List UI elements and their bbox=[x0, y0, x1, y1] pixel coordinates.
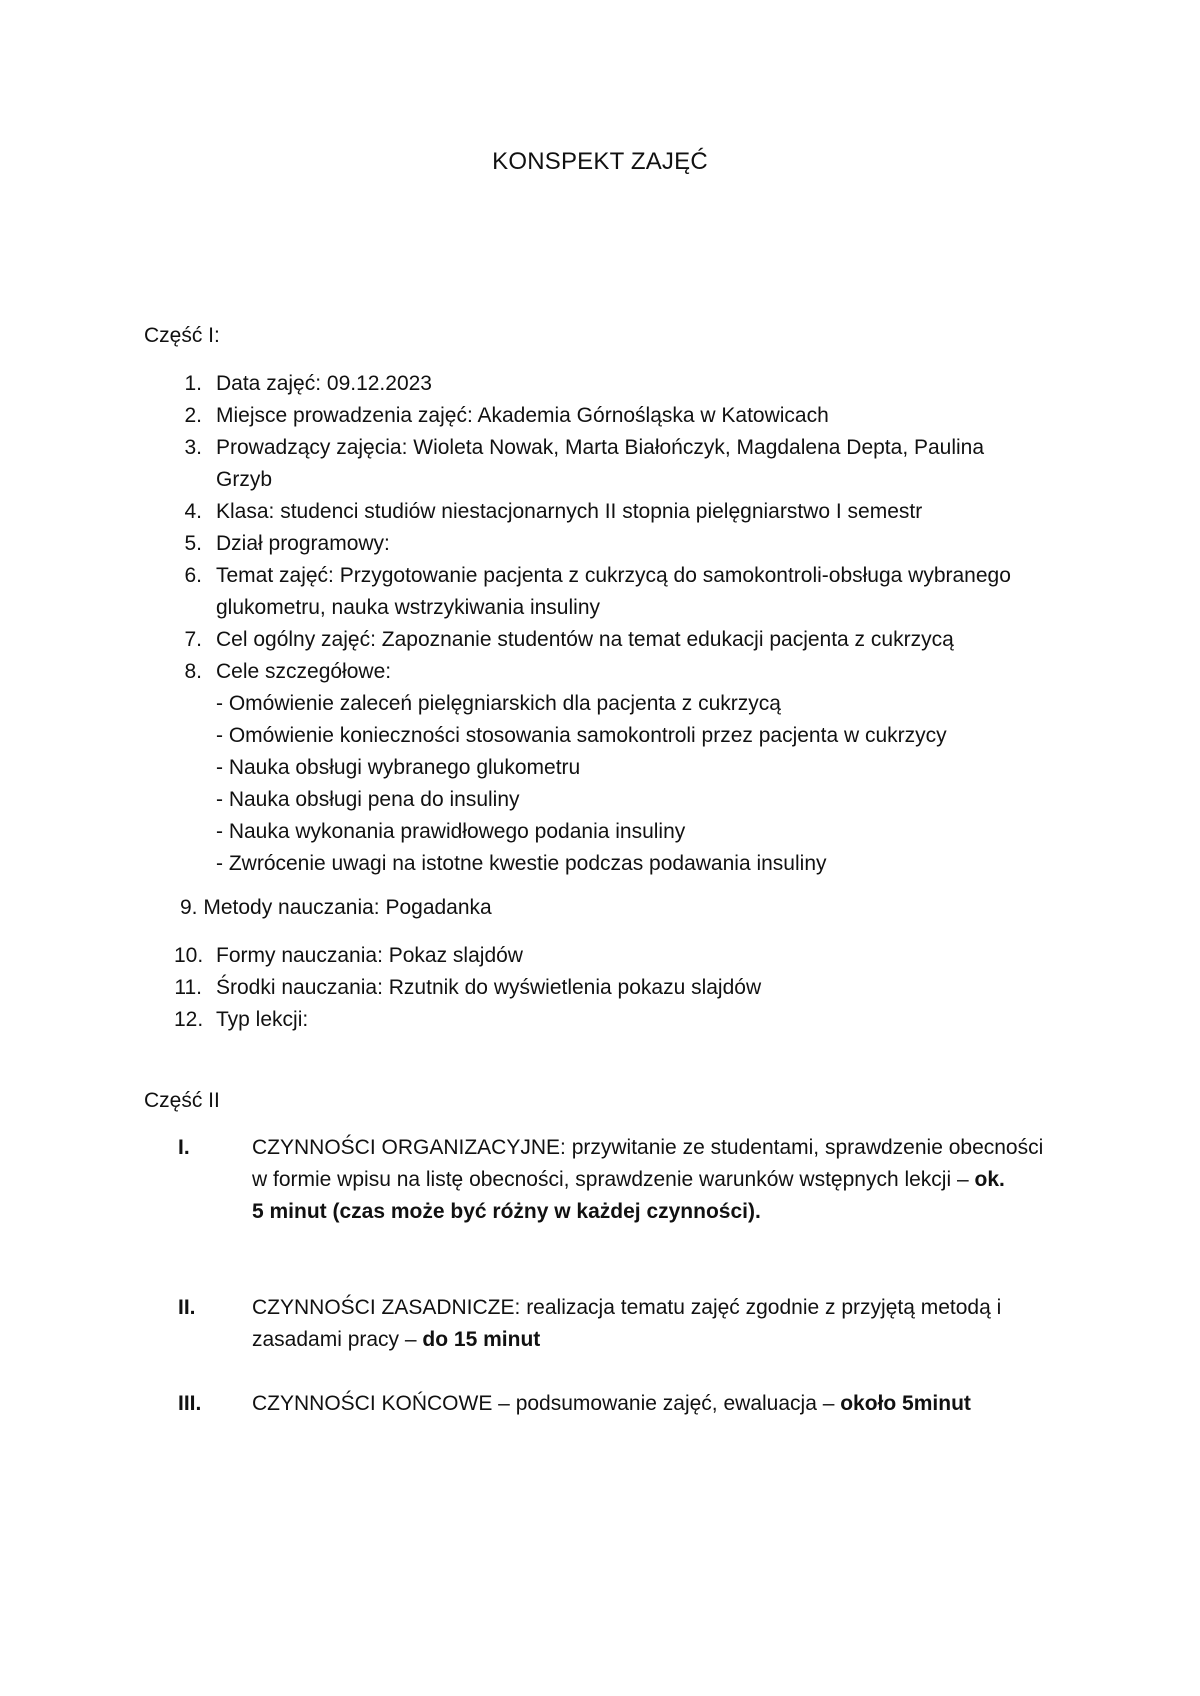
step-final-text: CZYNNOŚCI KOŃCOWE – podsumowanie zajęć, ewaluacja – bbox=[252, 1392, 841, 1415]
list-item-means: Środki nauczania: Rzutnik do wyświetlenia pokazu slajdów bbox=[216, 976, 762, 999]
list-item-instructors-cont: Grzyb bbox=[216, 468, 273, 491]
list-item-number: 5. bbox=[184, 532, 202, 555]
list-item-section: Dział programowy: bbox=[216, 532, 390, 555]
list-item-class: Klasa: studenci studiów niestacjonarnych II stopnia pielęgniarstwo I semestr bbox=[216, 500, 923, 523]
step-number: I. bbox=[178, 1136, 190, 1159]
list-item-topic: Temat zajęć: Przygotowanie pacjenta z cukrzycą do samokontroli-obsługa wybranego bbox=[216, 564, 1011, 587]
goal-item: - Omówienie zaleceń pielęgniarskich dla pacjenta z cukrzycą bbox=[216, 692, 781, 715]
goal-item: - Nauka wykonania prawidłowego podania insuliny bbox=[216, 820, 686, 843]
step-main-line2 bbox=[252, 1325, 540, 1355]
goal-item: - Nauka obsługi wybranego glukometru bbox=[216, 756, 581, 779]
list-item-number: 4. bbox=[184, 500, 202, 523]
list-item-number: 2. bbox=[184, 404, 202, 427]
goal-item: - Zwrócenie uwagi na istotne kwestie podczas podawania insuliny bbox=[216, 852, 827, 875]
step-organizational-line3 bbox=[252, 1197, 761, 1227]
document-title: KONSPEKT ZAJĘĆ bbox=[492, 148, 708, 175]
step-organizational-line1: CZYNNOŚCI ORGANIZACYJNE: przywitanie ze studentami, sprawdzenie obecności bbox=[252, 1136, 1044, 1159]
list-item-instructors: Prowadzący zajęcia: Wioleta Nowak, Marta Białończyk, Magdalena Depta, Paulina bbox=[216, 436, 985, 459]
list-item-number: 6. bbox=[184, 564, 202, 587]
list-item-general-goal: Cel ogólny zajęć: Zapoznanie studentów na temat edukacji pacjenta z cukrzycą bbox=[216, 628, 954, 651]
list-item-place: Miejsce prowadzenia zajęć: Akademia Górnośląska w Katowicach bbox=[216, 404, 829, 427]
list-item-number: 11. bbox=[174, 976, 202, 999]
step-number: II. bbox=[178, 1296, 196, 1319]
goal-item: - Nauka obsługi pena do insuliny bbox=[216, 788, 520, 811]
list-item-number: 1. bbox=[184, 372, 202, 395]
step-final-time: około 5minut bbox=[840, 1392, 971, 1415]
list-item-forms: Formy nauczania: Pokaz slajdów bbox=[216, 944, 523, 967]
list-item-methods: 9. Metody nauczania: Pogadanka bbox=[180, 896, 492, 919]
list-item-topic-cont: glukometru, nauka wstrzykiwania insuliny bbox=[216, 596, 600, 619]
step-main-line1: CZYNNOŚCI ZASADNICZE: realizacja tematu zajęć zgodnie z przyjętą metodą i bbox=[252, 1296, 1002, 1319]
list-item-number: 10. bbox=[174, 944, 204, 967]
list-item-detailed-goals: Cele szczegółowe: bbox=[216, 660, 392, 683]
step-organizational-text: w formie wpisu na listę obecności, sprawdzenie warunków wstępnych lekcji – bbox=[252, 1168, 975, 1191]
step-organizational-time: ok. bbox=[974, 1168, 1005, 1191]
goal-item: - Omówienie konieczności stosowania samokontroli przez pacjenta w cukrzycy bbox=[216, 724, 947, 747]
list-item-date: Data zajęć: 09.12.2023 bbox=[216, 372, 432, 395]
step-number: III. bbox=[178, 1392, 202, 1415]
step-main-text: zasadami pracy – bbox=[252, 1328, 423, 1351]
part1-heading: Część I: bbox=[144, 324, 220, 347]
list-item-number: 12. bbox=[174, 1008, 204, 1031]
step-organizational-time-note: 5 minut (czas może być różny w każdej czynności). bbox=[252, 1200, 761, 1223]
list-item-lesson-type: Typ lekcji: bbox=[216, 1008, 309, 1031]
step-main-time: do 15 minut bbox=[422, 1328, 541, 1351]
list-item-number: 3. bbox=[184, 436, 202, 459]
part2-heading: Część II bbox=[144, 1089, 220, 1112]
step-organizational-line2 bbox=[252, 1165, 1005, 1195]
step-final-line1 bbox=[252, 1389, 971, 1419]
list-item-number: 7. bbox=[184, 628, 202, 651]
list-item-number: 8. bbox=[184, 660, 202, 683]
